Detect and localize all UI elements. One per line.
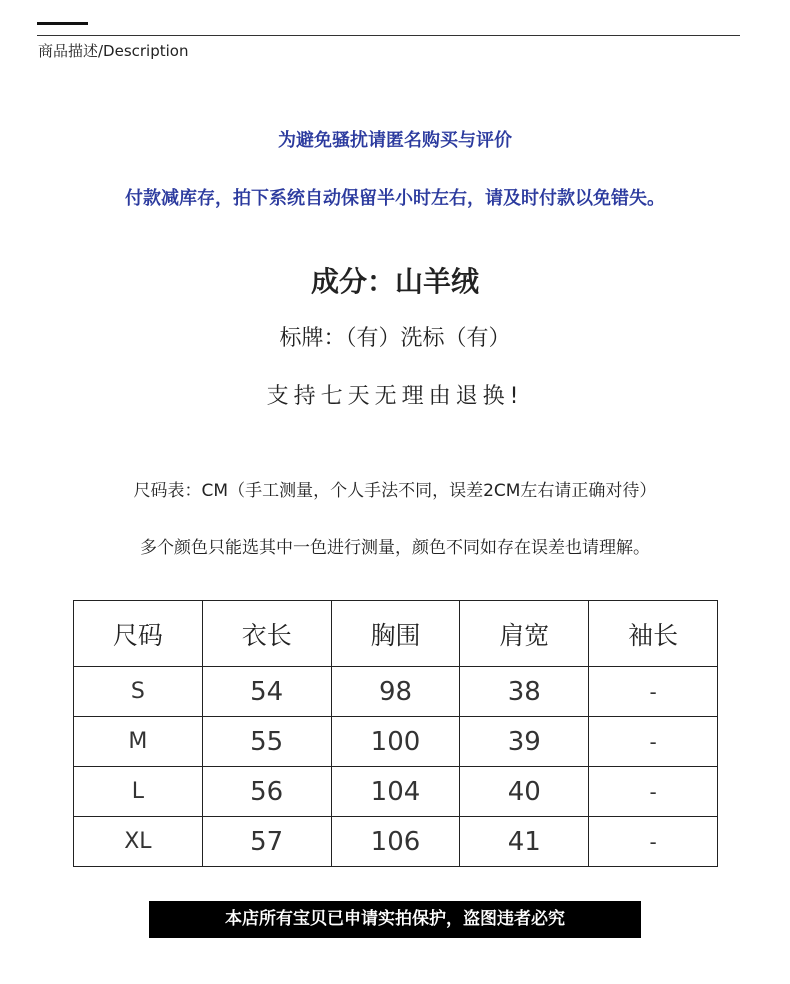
- table-row: [74, 717, 718, 767]
- length-cell: 57: [202, 817, 331, 867]
- label-info-text: 标牌：（有）洗标（有）: [279, 326, 511, 351]
- color-measurement-note: 多个颜色只能选其中一色进行测量，颜色不同如存在误差也请理解。: [140, 538, 650, 558]
- sleeve-cell: -: [589, 817, 718, 867]
- chest-cell: 100: [331, 717, 460, 767]
- sleeve-cell: -: [589, 717, 718, 767]
- header-accent-bar: [37, 22, 88, 25]
- table-header-row: [74, 601, 718, 667]
- chest-cell: 104: [331, 767, 460, 817]
- size-cell: XL: [74, 817, 203, 867]
- size-cell: L: [74, 767, 203, 817]
- section-title: 商品描述/Description: [38, 42, 189, 60]
- column-header-shoulder: 肩宽: [460, 601, 589, 667]
- column-header-length: 衣长: [202, 601, 331, 667]
- size-cell: M: [74, 717, 203, 767]
- column-header-sleeve: 袖长: [589, 601, 718, 667]
- chest-cell: 106: [331, 817, 460, 867]
- return-policy-text: 支持七天无理由退换!: [266, 384, 524, 409]
- chest-cell: 98: [331, 667, 460, 717]
- sleeve-cell: -: [589, 667, 718, 717]
- column-header-chest: 胸围: [331, 601, 460, 667]
- copyright-banner: 本店所有宝贝已申请实拍保护，盗图违者必究: [149, 901, 641, 938]
- shoulder-cell: 38: [460, 667, 589, 717]
- length-cell: 54: [202, 667, 331, 717]
- size-cell: S: [74, 667, 203, 717]
- column-header-size: 尺码: [74, 601, 203, 667]
- shoulder-cell: 41: [460, 817, 589, 867]
- size-table: [73, 600, 718, 867]
- shoulder-cell: 39: [460, 717, 589, 767]
- sleeve-cell: -: [589, 767, 718, 817]
- header-divider: [37, 35, 740, 36]
- length-cell: 56: [202, 767, 331, 817]
- length-cell: 55: [202, 717, 331, 767]
- table-row: [74, 817, 718, 867]
- composition-text: 成分：山羊绒: [310, 265, 479, 298]
- payment-notice: 付款减库存，拍下系统自动保留半小时左右，请及时付款以免错失。: [125, 188, 665, 209]
- size-chart-note: 尺码表：CM（手工测量，个人手法不同，误差2CM左右请正确对待）: [133, 481, 657, 501]
- shoulder-cell: 40: [460, 767, 589, 817]
- anonymous-purchase-notice: 为避免骚扰请匿名购买与评价: [278, 130, 512, 151]
- table-row: [74, 767, 718, 817]
- table-row: [74, 667, 718, 717]
